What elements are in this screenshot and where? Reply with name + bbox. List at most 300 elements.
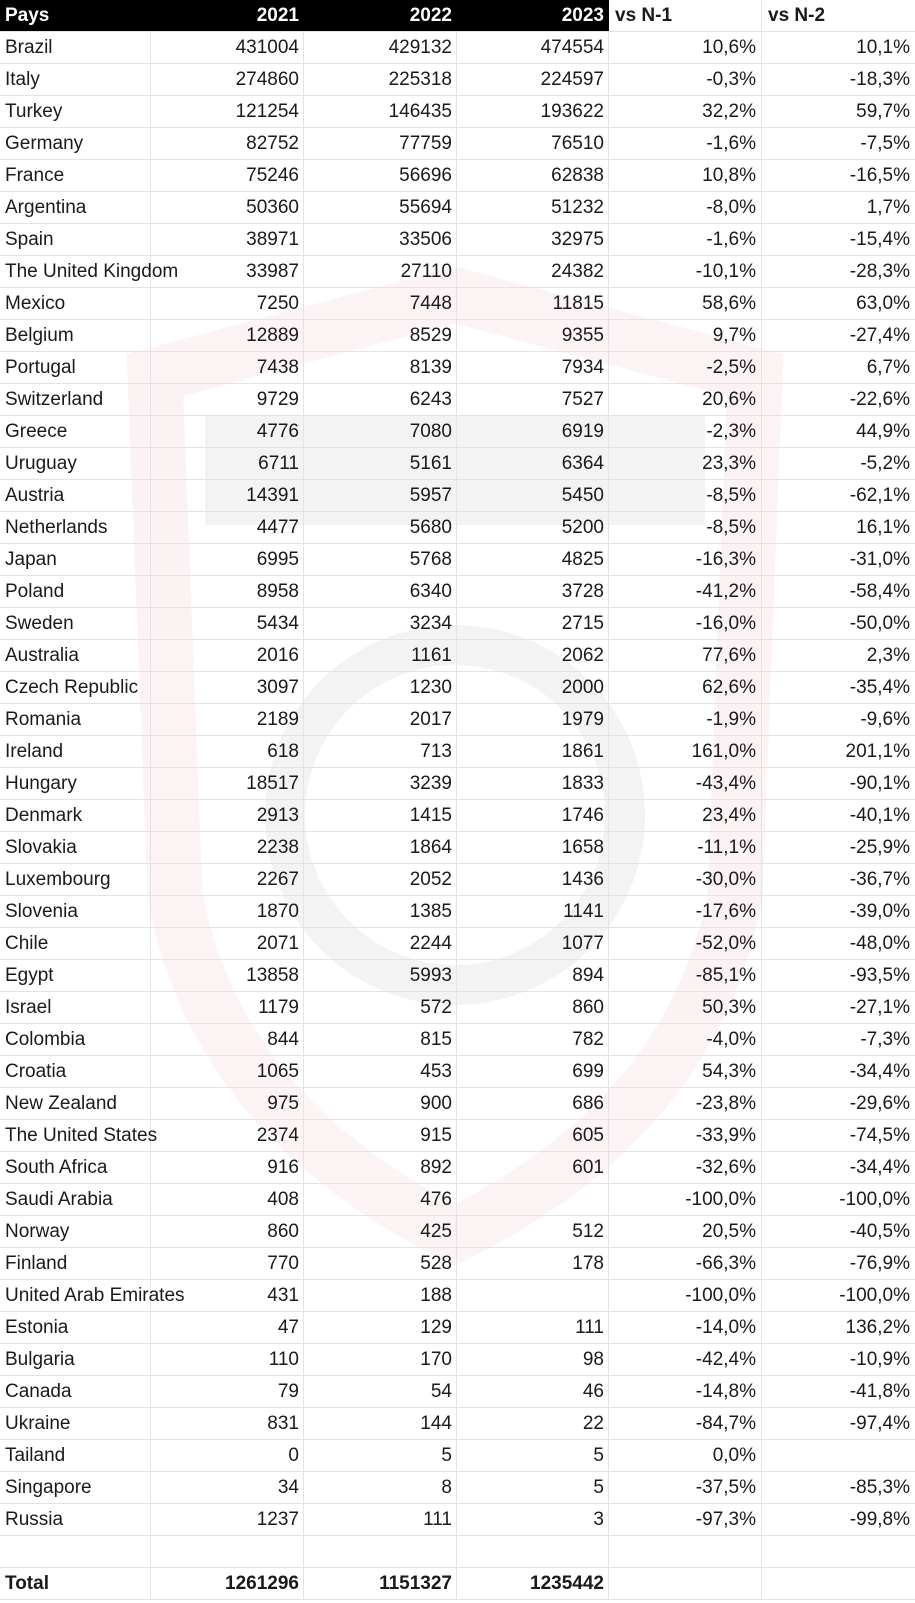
cell-vs-n2[interactable]: 136,2% bbox=[845, 1317, 910, 1338]
cell-vs-n1[interactable]: -100,0% bbox=[609, 1280, 762, 1311]
cell-vs-n2[interactable]: -85,3% bbox=[849, 1477, 910, 1498]
cell-2022[interactable]: 815 bbox=[304, 1024, 457, 1055]
cell-vs-n2[interactable]: -7,3% bbox=[860, 1029, 910, 1050]
cell-vs-n1[interactable]: 23,4% bbox=[609, 800, 762, 831]
cell-vs-n2[interactable] bbox=[762, 1440, 915, 1471]
cell-2022[interactable]: 2052 bbox=[304, 864, 457, 895]
cell-country[interactable]: Colombia bbox=[0, 1024, 151, 1055]
cell-2023[interactable]: 76510 bbox=[457, 128, 609, 159]
cell-vs-n1[interactable]: -2,5% bbox=[609, 352, 762, 383]
cell-vs-n2[interactable]: -97,4% bbox=[849, 1413, 910, 1434]
cell-2021[interactable]: 121254 bbox=[151, 96, 304, 127]
cell-2023[interactable]: 178 bbox=[457, 1248, 609, 1279]
cell-vs-n2[interactable]: -31,0% bbox=[849, 549, 910, 570]
cell-2021[interactable]: 9729 bbox=[151, 384, 304, 415]
cell-2022[interactable]: 170 bbox=[304, 1344, 457, 1375]
header-vs-n2[interactable]: vs N-2 bbox=[768, 5, 826, 26]
cell-2023[interactable]: 22 bbox=[457, 1408, 609, 1439]
total-2022[interactable]: 1151327 bbox=[304, 1568, 457, 1599]
cell-vs-n1[interactable]: -100,0% bbox=[609, 1184, 762, 1215]
cell-country[interactable]: Uruguay bbox=[0, 448, 151, 479]
cell-country[interactable]: Czech Republic bbox=[0, 672, 151, 703]
cell-country[interactable]: The United Kingdom bbox=[0, 256, 151, 287]
cell-vs-n2[interactable]: -39,0% bbox=[849, 901, 910, 922]
cell-2022[interactable]: 900 bbox=[304, 1088, 457, 1119]
cell-vs-n2[interactable]: -28,3% bbox=[849, 261, 910, 282]
cell-vs-n2[interactable]: -9,6% bbox=[860, 709, 910, 730]
cell-2023[interactable]: 1833 bbox=[457, 768, 609, 799]
header-vs-n1[interactable]: vs N-1 bbox=[609, 0, 762, 31]
cell-vs-n2[interactable]: -5,2% bbox=[860, 453, 910, 474]
cell-vs-n2[interactable]: -76,9% bbox=[849, 1253, 910, 1274]
cell-2023[interactable]: 512 bbox=[457, 1216, 609, 1247]
cell-vs-n2[interactable]: -40,5% bbox=[849, 1221, 910, 1242]
cell-vs-n2[interactable]: -90,1% bbox=[849, 773, 910, 794]
cell-2022[interactable]: 5 bbox=[304, 1440, 457, 1471]
cell-vs-n1[interactable]: -52,0% bbox=[609, 928, 762, 959]
cell-2023[interactable]: 11815 bbox=[457, 288, 609, 319]
cell-2023[interactable]: 32975 bbox=[457, 224, 609, 255]
cell-2023[interactable]: 1861 bbox=[457, 736, 609, 767]
cell-2023[interactable]: 7934 bbox=[457, 352, 609, 383]
cell-2022[interactable]: 56696 bbox=[304, 160, 457, 191]
cell-country[interactable]: France bbox=[0, 160, 151, 191]
cell-vs-n1[interactable]: -0,3% bbox=[609, 64, 762, 95]
cell-2021[interactable]: 50360 bbox=[151, 192, 304, 223]
header-2022[interactable]: 2022 bbox=[304, 0, 457, 31]
cell-vs-n1[interactable]: -16,0% bbox=[609, 608, 762, 639]
cell-vs-n1[interactable]: -33,9% bbox=[609, 1120, 762, 1151]
cell-2023[interactable]: 6919 bbox=[457, 416, 609, 447]
cell-vs-n1[interactable]: -8,5% bbox=[609, 512, 762, 543]
cell-2023[interactable]: 4825 bbox=[457, 544, 609, 575]
cell-2022[interactable] bbox=[304, 1536, 457, 1567]
header-2023[interactable]: 2023 bbox=[457, 0, 609, 31]
cell-2023[interactable] bbox=[457, 1536, 609, 1567]
cell-2023[interactable]: 605 bbox=[457, 1120, 609, 1151]
cell-country[interactable]: Canada bbox=[0, 1376, 151, 1407]
cell-2021[interactable]: 860 bbox=[151, 1216, 304, 1247]
cell-country[interactable]: Hungary bbox=[0, 768, 151, 799]
cell-2022[interactable]: 8139 bbox=[304, 352, 457, 383]
cell-country[interactable]: Croatia bbox=[0, 1056, 151, 1087]
cell-country[interactable]: Mexico bbox=[0, 288, 151, 319]
cell-vs-n2[interactable]: 10,1% bbox=[856, 37, 910, 58]
cell-2022[interactable]: 7080 bbox=[304, 416, 457, 447]
cell-2021[interactable]: 13858 bbox=[151, 960, 304, 991]
cell-vs-n1[interactable]: 58,6% bbox=[609, 288, 762, 319]
cell-country[interactable]: Ireland bbox=[0, 736, 151, 767]
cell-vs-n1[interactable]: -11,1% bbox=[609, 832, 762, 863]
cell-2023[interactable]: 1658 bbox=[457, 832, 609, 863]
cell-vs-n1[interactable]: -97,3% bbox=[609, 1504, 762, 1535]
cell-country[interactable]: Ukraine bbox=[0, 1408, 151, 1439]
cell-country[interactable]: South Africa bbox=[0, 1152, 151, 1183]
cell-vs-n1[interactable]: -1,6% bbox=[609, 128, 762, 159]
cell-country[interactable]: Argentina bbox=[0, 192, 151, 223]
cell-2022[interactable]: 111 bbox=[304, 1504, 457, 1535]
cell-2021[interactable]: 431004 bbox=[151, 32, 304, 63]
cell-country[interactable]: Saudi Arabia bbox=[0, 1184, 151, 1215]
cell-2021[interactable]: 274860 bbox=[151, 64, 304, 95]
cell-vs-n1[interactable]: 0,0% bbox=[609, 1440, 762, 1471]
cell-2022[interactable]: 915 bbox=[304, 1120, 457, 1151]
cell-vs-n2[interactable]: -41,8% bbox=[849, 1381, 910, 1402]
cell-2023[interactable]: 686 bbox=[457, 1088, 609, 1119]
cell-2021[interactable]: 75246 bbox=[151, 160, 304, 191]
cell-2023[interactable]: 2715 bbox=[457, 608, 609, 639]
cell-vs-n1[interactable]: -1,6% bbox=[609, 224, 762, 255]
cell-2021[interactable]: 5434 bbox=[151, 608, 304, 639]
cell-2023[interactable]: 5450 bbox=[457, 480, 609, 511]
cell-vs-n1[interactable]: 20,5% bbox=[609, 1216, 762, 1247]
cell-vs-n2[interactable]: -16,5% bbox=[849, 165, 910, 186]
cell-country[interactable]: Sweden bbox=[0, 608, 151, 639]
cell-vs-n1[interactable]: -23,8% bbox=[609, 1088, 762, 1119]
cell-vs-n2[interactable]: -10,9% bbox=[849, 1349, 910, 1370]
cell-2023[interactable]: 46 bbox=[457, 1376, 609, 1407]
cell-2021[interactable]: 408 bbox=[151, 1184, 304, 1215]
cell-country[interactable]: Italy bbox=[0, 64, 151, 95]
cell-vs-n2[interactable]: -58,4% bbox=[849, 581, 910, 602]
total-2023[interactable]: 1235442 bbox=[457, 1568, 609, 1599]
cell-2022[interactable]: 5957 bbox=[304, 480, 457, 511]
cell-country[interactable]: Greece bbox=[0, 416, 151, 447]
cell-vs-n2[interactable]: -15,4% bbox=[849, 229, 910, 250]
cell-2023[interactable]: 193622 bbox=[457, 96, 609, 127]
cell-vs-n1[interactable]: -66,3% bbox=[609, 1248, 762, 1279]
cell-vs-n1[interactable]: 20,6% bbox=[609, 384, 762, 415]
cell-2021[interactable]: 34 bbox=[151, 1472, 304, 1503]
cell-vs-n1[interactable]: -42,4% bbox=[609, 1344, 762, 1375]
cell-vs-n2[interactable]: 2,3% bbox=[866, 645, 910, 666]
cell-2023[interactable]: 98 bbox=[457, 1344, 609, 1375]
cell-country[interactable]: Chile bbox=[0, 928, 151, 959]
cell-2023[interactable]: 474554 bbox=[457, 32, 609, 63]
cell-2021[interactable]: 82752 bbox=[151, 128, 304, 159]
cell-2022[interactable]: 476 bbox=[304, 1184, 457, 1215]
cell-country[interactable]: New Zealand bbox=[0, 1088, 151, 1119]
cell-2021[interactable]: 831 bbox=[151, 1408, 304, 1439]
cell-2022[interactable]: 713 bbox=[304, 736, 457, 767]
cell-2022[interactable]: 1864 bbox=[304, 832, 457, 863]
cell-country[interactable]: Australia bbox=[0, 640, 151, 671]
cell-vs-n1[interactable]: 10,8% bbox=[609, 160, 762, 191]
cell-vs-n2[interactable]: -27,4% bbox=[849, 325, 910, 346]
cell-2021[interactable]: 2016 bbox=[151, 640, 304, 671]
cell-2022[interactable]: 429132 bbox=[304, 32, 457, 63]
cell-vs-n1[interactable]: -16,3% bbox=[609, 544, 762, 575]
cell-vs-n2[interactable]: 201,1% bbox=[845, 741, 910, 762]
cell-vs-n1[interactable]: 32,2% bbox=[609, 96, 762, 127]
cell-country[interactable]: Poland bbox=[0, 576, 151, 607]
cell-2021[interactable]: 618 bbox=[151, 736, 304, 767]
cell-2021[interactable]: 12889 bbox=[151, 320, 304, 351]
cell-2022[interactable]: 129 bbox=[304, 1312, 457, 1343]
cell-2022[interactable]: 425 bbox=[304, 1216, 457, 1247]
cell-vs-n1[interactable]: 62,6% bbox=[609, 672, 762, 703]
cell-country[interactable]: Estonia bbox=[0, 1312, 151, 1343]
cell-country[interactable]: Portugal bbox=[0, 352, 151, 383]
cell-vs-n2[interactable]: -35,4% bbox=[849, 677, 910, 698]
cell-2022[interactable]: 5161 bbox=[304, 448, 457, 479]
cell-2023[interactable]: 1746 bbox=[457, 800, 609, 831]
cell-country[interactable]: Austria bbox=[0, 480, 151, 511]
cell-2023[interactable]: 7527 bbox=[457, 384, 609, 415]
cell-vs-n1[interactable]: -4,0% bbox=[609, 1024, 762, 1055]
cell-2022[interactable]: 572 bbox=[304, 992, 457, 1023]
cell-vs-n1[interactable]: -14,8% bbox=[609, 1376, 762, 1407]
cell-vs-n2[interactable]: -74,5% bbox=[849, 1125, 910, 1146]
cell-2021[interactable]: 47 bbox=[151, 1312, 304, 1343]
cell-2023[interactable]: 224597 bbox=[457, 64, 609, 95]
cell-2021[interactable]: 1870 bbox=[151, 896, 304, 927]
cell-2021[interactable]: 8958 bbox=[151, 576, 304, 607]
cell-2023[interactable]: 699 bbox=[457, 1056, 609, 1087]
cell-vs-n2[interactable]: 59,7% bbox=[856, 101, 910, 122]
cell-2022[interactable]: 892 bbox=[304, 1152, 457, 1183]
cell-vs-n2[interactable]: -29,6% bbox=[849, 1093, 910, 1114]
cell-2023[interactable]: 5200 bbox=[457, 512, 609, 543]
cell-2022[interactable]: 2244 bbox=[304, 928, 457, 959]
cell-2023[interactable]: 3728 bbox=[457, 576, 609, 607]
cell-2023[interactable]: 24382 bbox=[457, 256, 609, 287]
cell-country[interactable]: Finland bbox=[0, 1248, 151, 1279]
cell-2021[interactable]: 1065 bbox=[151, 1056, 304, 1087]
cell-vs-n2[interactable]: 63,0% bbox=[856, 293, 910, 314]
cell-vs-n1[interactable]: 54,3% bbox=[609, 1056, 762, 1087]
cell-country[interactable]: Norway bbox=[0, 1216, 151, 1247]
cell-2022[interactable]: 5993 bbox=[304, 960, 457, 991]
cell-vs-n2[interactable]: -7,5% bbox=[860, 133, 910, 154]
cell-country[interactable]: Romania bbox=[0, 704, 151, 735]
cell-2021[interactable]: 3097 bbox=[151, 672, 304, 703]
cell-country[interactable]: Luxembourg bbox=[0, 864, 151, 895]
cell-vs-n1[interactable]: 9,7% bbox=[609, 320, 762, 351]
cell-country[interactable]: Israel bbox=[0, 992, 151, 1023]
cell-vs-n1[interactable]: -8,5% bbox=[609, 480, 762, 511]
cell-2023[interactable] bbox=[457, 1280, 609, 1311]
cell-vs-n1[interactable]: 23,3% bbox=[609, 448, 762, 479]
cell-vs-n2[interactable]: 1,7% bbox=[866, 197, 910, 218]
cell-2022[interactable]: 3239 bbox=[304, 768, 457, 799]
cell-2023[interactable]: 62838 bbox=[457, 160, 609, 191]
cell-2022[interactable]: 6243 bbox=[304, 384, 457, 415]
cell-vs-n1[interactable]: -10,1% bbox=[609, 256, 762, 287]
cell-vs-n1[interactable]: -2,3% bbox=[609, 416, 762, 447]
cell-vs-n2[interactable]: -100,0% bbox=[839, 1189, 910, 1210]
cell-vs-n1[interactable]: -14,0% bbox=[609, 1312, 762, 1343]
cell-2021[interactable]: 916 bbox=[151, 1152, 304, 1183]
cell-vs-n1[interactable]: -43,4% bbox=[609, 768, 762, 799]
cell-2021[interactable]: 2071 bbox=[151, 928, 304, 959]
cell-2021[interactable]: 975 bbox=[151, 1088, 304, 1119]
cell-2022[interactable]: 1415 bbox=[304, 800, 457, 831]
cell-2022[interactable]: 1161 bbox=[304, 640, 457, 671]
cell-country[interactable]: Russia bbox=[0, 1504, 151, 1535]
cell-2022[interactable]: 77759 bbox=[304, 128, 457, 159]
cell-vs-n1[interactable]: -85,1% bbox=[609, 960, 762, 991]
total-2021[interactable]: 1261296 bbox=[151, 1568, 304, 1599]
cell-vs-n2[interactable]: -48,0% bbox=[849, 933, 910, 954]
cell-vs-n2[interactable]: -34,4% bbox=[849, 1157, 910, 1178]
cell-2023[interactable]: 51232 bbox=[457, 192, 609, 223]
cell-2023[interactable]: 111 bbox=[457, 1312, 609, 1343]
cell-2022[interactable]: 6340 bbox=[304, 576, 457, 607]
cell-2022[interactable]: 1230 bbox=[304, 672, 457, 703]
cell-country[interactable]: United Arab Emirates bbox=[0, 1280, 151, 1311]
cell-country[interactable]: Switzerland bbox=[0, 384, 151, 415]
cell-vs-n1[interactable]: -41,2% bbox=[609, 576, 762, 607]
cell-2021[interactable]: 844 bbox=[151, 1024, 304, 1055]
cell-2023[interactable]: 6364 bbox=[457, 448, 609, 479]
cell-2021[interactable]: 4776 bbox=[151, 416, 304, 447]
cell-2022[interactable]: 225318 bbox=[304, 64, 457, 95]
cell-vs-n1[interactable]: -37,5% bbox=[609, 1472, 762, 1503]
cell-2023[interactable]: 894 bbox=[457, 960, 609, 991]
cell-2021[interactable]: 770 bbox=[151, 1248, 304, 1279]
cell-2021[interactable]: 38971 bbox=[151, 224, 304, 255]
cell-2023[interactable]: 782 bbox=[457, 1024, 609, 1055]
cell-country[interactable]: Spain bbox=[0, 224, 151, 255]
cell-vs-n2[interactable]: -62,1% bbox=[849, 485, 910, 506]
cell-2021[interactable]: 7438 bbox=[151, 352, 304, 383]
cell-2023[interactable]: 5 bbox=[457, 1472, 609, 1503]
cell-vs-n1[interactable]: -32,6% bbox=[609, 1152, 762, 1183]
cell-2022[interactable]: 453 bbox=[304, 1056, 457, 1087]
cell-2023[interactable]: 2000 bbox=[457, 672, 609, 703]
cell-2021[interactable]: 1237 bbox=[151, 1504, 304, 1535]
cell-2023[interactable]: 1077 bbox=[457, 928, 609, 959]
cell-2022[interactable]: 8529 bbox=[304, 320, 457, 351]
cell-country[interactable]: Brazil bbox=[0, 32, 151, 63]
cell-country[interactable]: Slovenia bbox=[0, 896, 151, 927]
cell-2021[interactable]: 2189 bbox=[151, 704, 304, 735]
cell-2021[interactable]: 6711 bbox=[151, 448, 304, 479]
cell-2021[interactable]: 6995 bbox=[151, 544, 304, 575]
cell-2023[interactable]: 2062 bbox=[457, 640, 609, 671]
cell-2021[interactable]: 1179 bbox=[151, 992, 304, 1023]
cell-2021[interactable] bbox=[151, 1536, 304, 1567]
cell-country[interactable]: Germany bbox=[0, 128, 151, 159]
cell-vs-n2[interactable]: -50,0% bbox=[849, 613, 910, 634]
cell-country[interactable]: Belgium bbox=[0, 320, 151, 351]
cell-vs-n2[interactable]: -34,4% bbox=[849, 1061, 910, 1082]
cell-2021[interactable]: 14391 bbox=[151, 480, 304, 511]
cell-country[interactable]: Singapore bbox=[0, 1472, 151, 1503]
cell-2022[interactable]: 33506 bbox=[304, 224, 457, 255]
cell-2021[interactable]: 110 bbox=[151, 1344, 304, 1375]
cell-2021[interactable]: 33987 bbox=[151, 256, 304, 287]
cell-2022[interactable]: 2017 bbox=[304, 704, 457, 735]
cell-2022[interactable]: 528 bbox=[304, 1248, 457, 1279]
total-vs-n1[interactable] bbox=[609, 1568, 762, 1599]
cell-2022[interactable]: 55694 bbox=[304, 192, 457, 223]
cell-vs-n2[interactable]: -36,7% bbox=[849, 869, 910, 890]
header-country[interactable]: Pays bbox=[0, 0, 151, 31]
cell-2021[interactable]: 7250 bbox=[151, 288, 304, 319]
cell-country[interactable]: The United States bbox=[0, 1120, 151, 1151]
cell-2022[interactable]: 188 bbox=[304, 1280, 457, 1311]
cell-2023[interactable]: 5 bbox=[457, 1440, 609, 1471]
cell-vs-n2[interactable] bbox=[762, 1536, 915, 1567]
cell-vs-n2[interactable]: -40,1% bbox=[849, 805, 910, 826]
total-vs-n2[interactable] bbox=[762, 1568, 915, 1599]
cell-2022[interactable]: 3234 bbox=[304, 608, 457, 639]
cell-vs-n1[interactable]: 161,0% bbox=[609, 736, 762, 767]
cell-vs-n1[interactable]: -17,6% bbox=[609, 896, 762, 927]
cell-vs-n2[interactable]: -18,3% bbox=[849, 69, 910, 90]
cell-2022[interactable]: 7448 bbox=[304, 288, 457, 319]
cell-vs-n1[interactable]: 77,6% bbox=[609, 640, 762, 671]
cell-2021[interactable]: 2267 bbox=[151, 864, 304, 895]
cell-country[interactable]: Bulgaria bbox=[0, 1344, 151, 1375]
cell-country[interactable]: Denmark bbox=[0, 800, 151, 831]
cell-2021[interactable]: 2374 bbox=[151, 1120, 304, 1151]
cell-vs-n2[interactable]: -22,6% bbox=[849, 389, 910, 410]
cell-vs-n2[interactable]: -99,8% bbox=[849, 1509, 910, 1530]
cell-vs-n1[interactable]: -30,0% bbox=[609, 864, 762, 895]
cell-2022[interactable]: 54 bbox=[304, 1376, 457, 1407]
cell-2023[interactable]: 1141 bbox=[457, 896, 609, 927]
cell-country[interactable]: Egypt bbox=[0, 960, 151, 991]
cell-vs-n2[interactable]: 44,9% bbox=[856, 421, 910, 442]
cell-2021[interactable]: 2913 bbox=[151, 800, 304, 831]
cell-vs-n2[interactable]: 6,7% bbox=[866, 357, 910, 378]
cell-vs-n1[interactable]: 10,6% bbox=[609, 32, 762, 63]
cell-2023[interactable]: 9355 bbox=[457, 320, 609, 351]
cell-country[interactable]: Tailand bbox=[0, 1440, 151, 1471]
cell-2022[interactable]: 5680 bbox=[304, 512, 457, 543]
cell-vs-n2[interactable]: -93,5% bbox=[849, 965, 910, 986]
cell-vs-n1[interactable]: -84,7% bbox=[609, 1408, 762, 1439]
cell-vs-n1[interactable]: -1,9% bbox=[609, 704, 762, 735]
cell-2022[interactable]: 146435 bbox=[304, 96, 457, 127]
cell-country[interactable]: Turkey bbox=[0, 96, 151, 127]
cell-2022[interactable]: 8 bbox=[304, 1472, 457, 1503]
cell-vs-n2[interactable]: -27,1% bbox=[849, 997, 910, 1018]
cell-2023[interactable]: 601 bbox=[457, 1152, 609, 1183]
cell-2022[interactable]: 5768 bbox=[304, 544, 457, 575]
cell-country[interactable]: Slovakia bbox=[0, 832, 151, 863]
cell-2021[interactable]: 0 bbox=[151, 1440, 304, 1471]
cell-2023[interactable] bbox=[457, 1184, 609, 1215]
cell-2023[interactable]: 860 bbox=[457, 992, 609, 1023]
cell-vs-n2[interactable]: -25,9% bbox=[849, 837, 910, 858]
cell-vs-n1[interactable] bbox=[609, 1536, 762, 1567]
cell-2022[interactable]: 144 bbox=[304, 1408, 457, 1439]
cell-country[interactable]: Japan bbox=[0, 544, 151, 575]
total-label[interactable]: Total bbox=[0, 1568, 151, 1599]
cell-country[interactable] bbox=[0, 1536, 151, 1567]
cell-2022[interactable]: 27110 bbox=[304, 256, 457, 287]
cell-2021[interactable]: 431 bbox=[151, 1280, 304, 1311]
cell-2023[interactable]: 3 bbox=[457, 1504, 609, 1535]
cell-vs-n2[interactable]: 16,1% bbox=[856, 517, 910, 538]
cell-vs-n2[interactable]: -100,0% bbox=[839, 1285, 910, 1306]
header-2021[interactable]: 2021 bbox=[151, 0, 304, 31]
cell-2022[interactable]: 1385 bbox=[304, 896, 457, 927]
cell-2023[interactable]: 1979 bbox=[457, 704, 609, 735]
cell-2021[interactable]: 18517 bbox=[151, 768, 304, 799]
cell-2021[interactable]: 4477 bbox=[151, 512, 304, 543]
cell-2021[interactable]: 2238 bbox=[151, 832, 304, 863]
cell-country[interactable]: Netherlands bbox=[0, 512, 151, 543]
cell-2023[interactable]: 1436 bbox=[457, 864, 609, 895]
cell-vs-n1[interactable]: 50,3% bbox=[609, 992, 762, 1023]
cell-vs-n1[interactable]: -8,0% bbox=[609, 192, 762, 223]
cell-2021[interactable]: 79 bbox=[151, 1376, 304, 1407]
